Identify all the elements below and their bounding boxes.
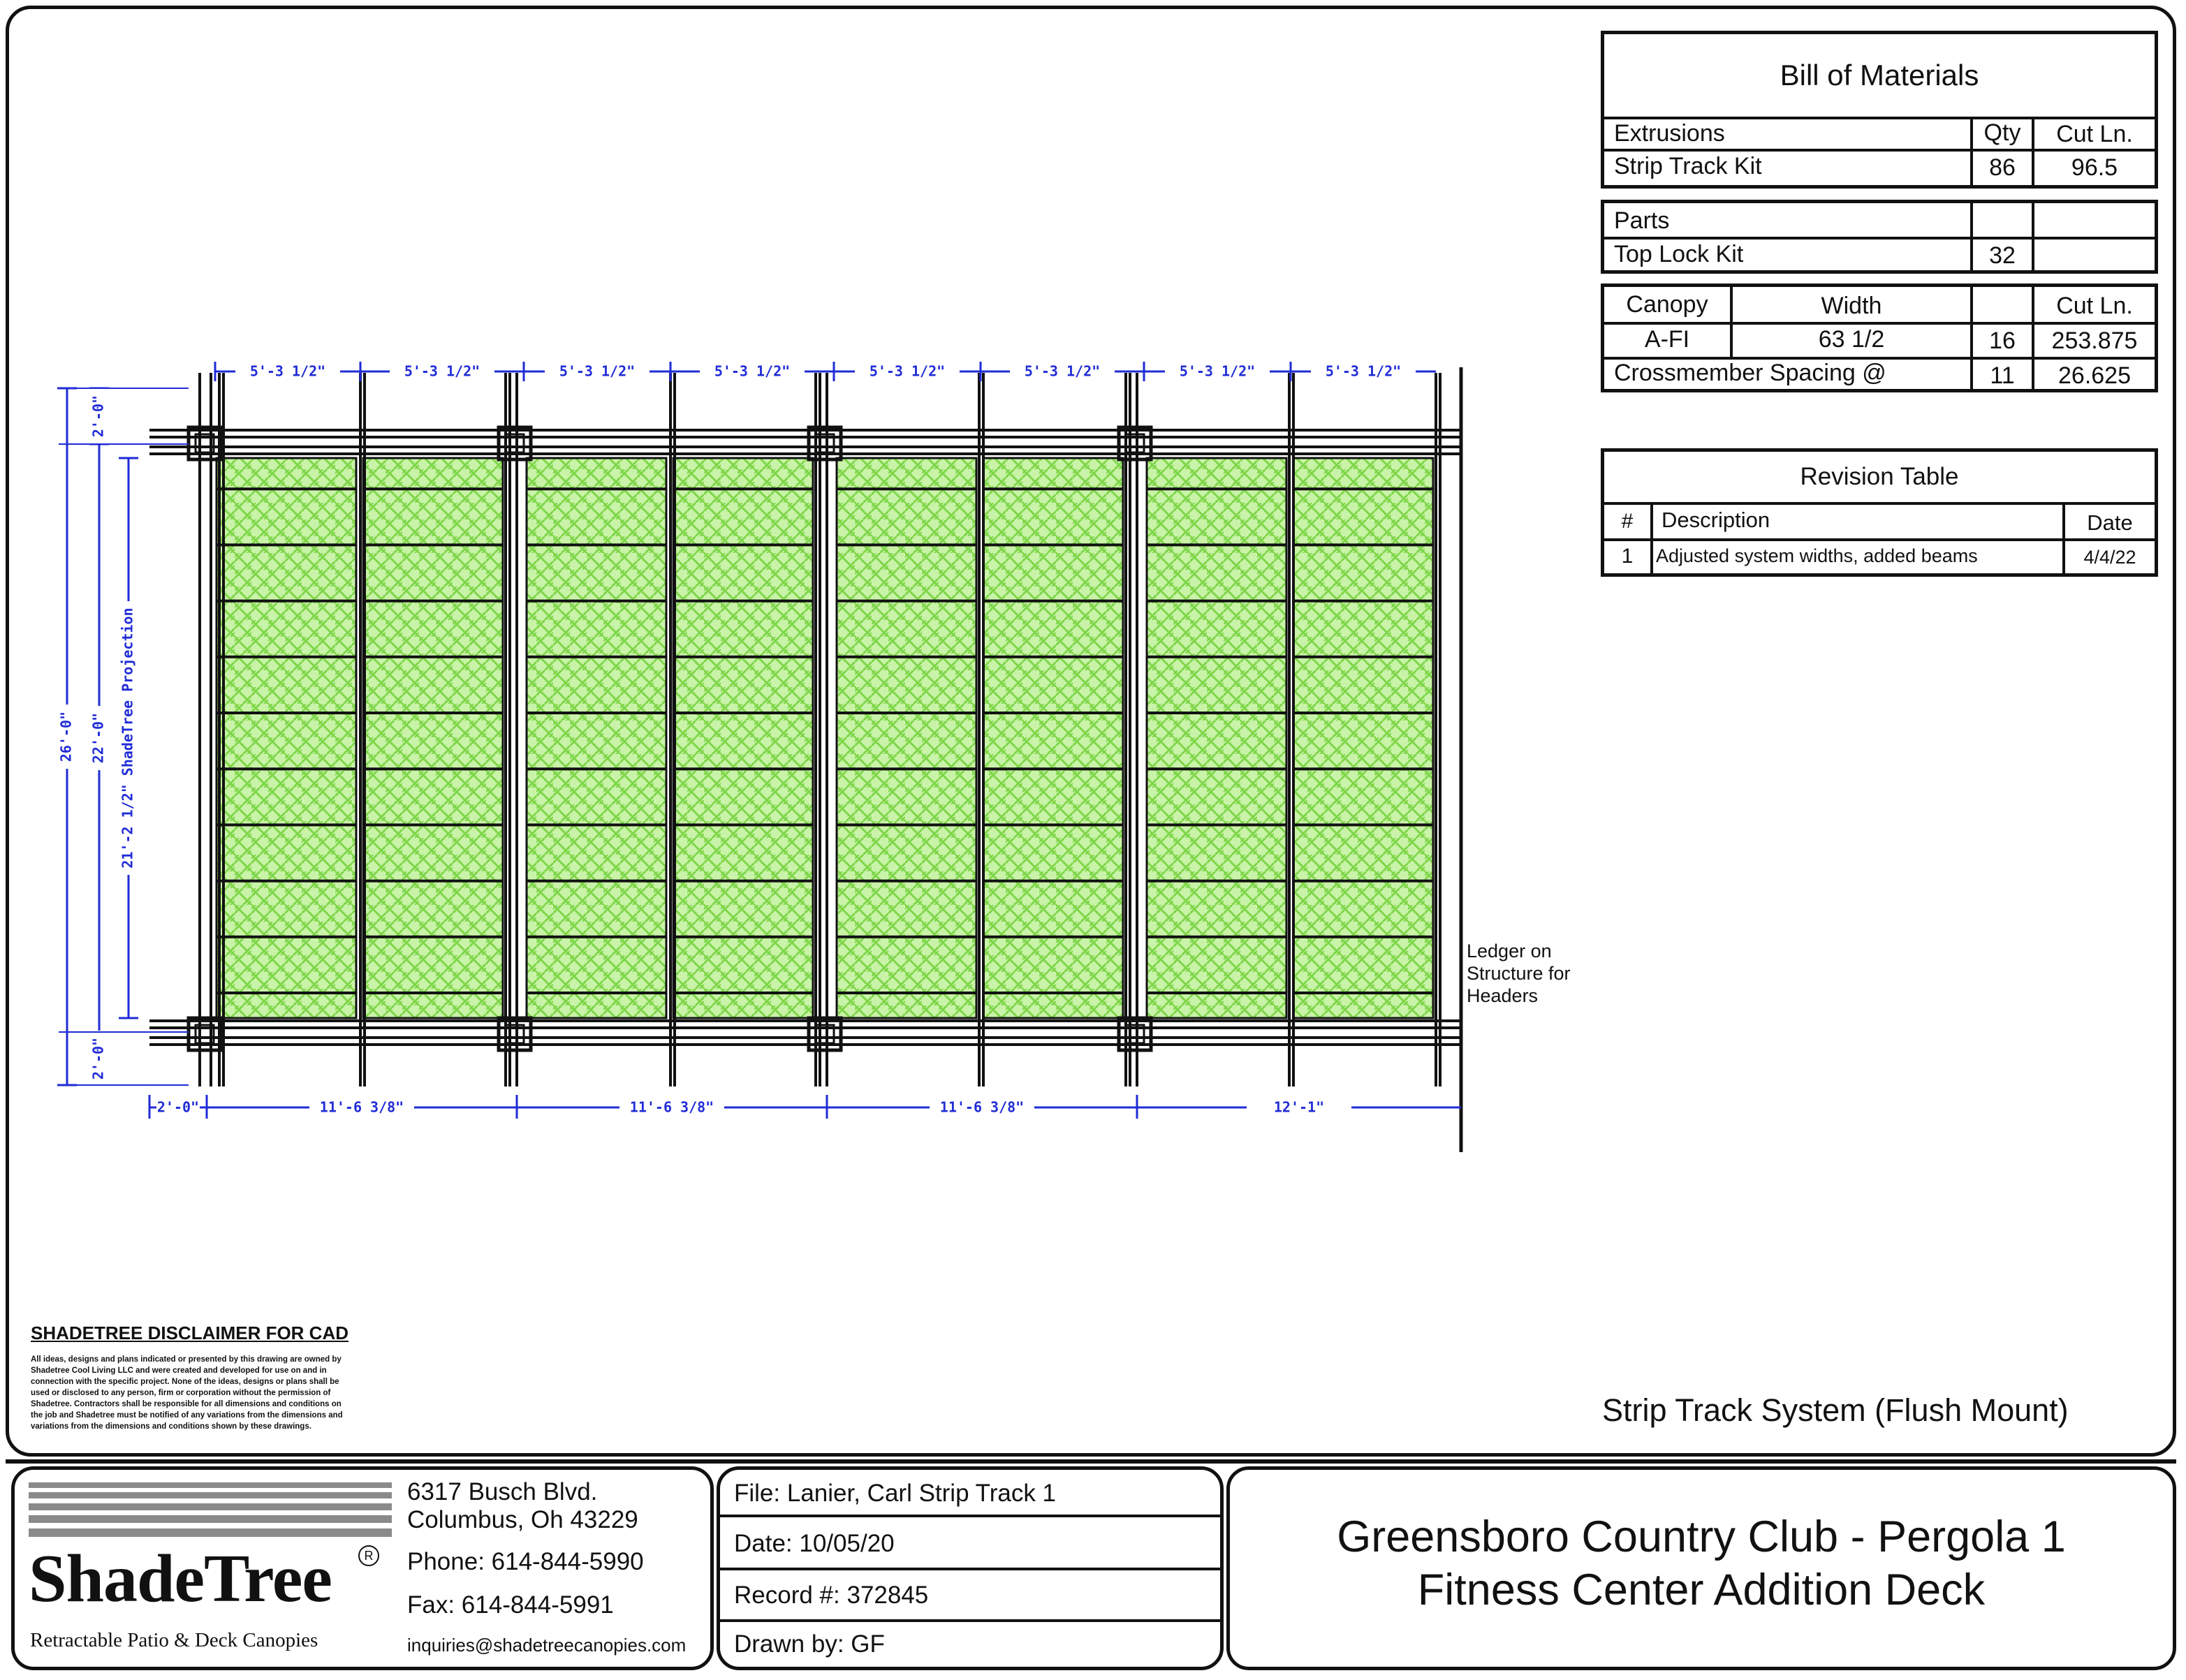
bom-qty: 86 <box>1989 154 2016 181</box>
file-row <box>734 1480 1056 1508</box>
revision-desc-header: Description <box>1661 508 1770 532</box>
top-dimension-label: 5'-3 1/2" <box>1024 362 1101 380</box>
crossmember-cut: 26.625 <box>2058 362 2131 389</box>
top-dimension-label: 5'-3 1/2" <box>1179 362 1256 380</box>
record-label: Record #: <box>734 1582 840 1609</box>
revision-desc: Adjusted system widths, added beams <box>1656 545 1978 566</box>
disclaimer-line: used or disclosed to any person, firm or corporation without the permission of <box>31 1389 331 1397</box>
disclaimer <box>31 1322 394 1432</box>
date-value: 10/05/20 <box>799 1530 895 1557</box>
disclaimer-line: Shadetree Cool Living LLC and were created and developed for use on and in <box>31 1366 327 1375</box>
canopy-bay <box>983 458 1123 1018</box>
bom-table-parts <box>1601 200 2158 274</box>
bom-qty: 32 <box>1989 242 2016 269</box>
canopy-header: Canopy <box>1626 290 1708 318</box>
project-subtitle: Fitness Center Addition Deck <box>1417 1565 1986 1614</box>
company-address-2: Columbus, Oh 43229 <box>407 1506 638 1533</box>
revision-num: 1 <box>1621 545 1634 568</box>
canopy-bay <box>527 458 666 1018</box>
registered-mark: R <box>358 1545 379 1566</box>
parts-header: Parts <box>1614 207 1670 234</box>
crossmember-qty: 11 <box>1990 362 2015 389</box>
disclaimer-line: connection with the specific project. None of the ideas, designs or plans shall be <box>31 1378 339 1386</box>
canopy-bay <box>673 458 813 1018</box>
crossmember-spacing-label: Crossmember Spacing @ <box>1614 359 1886 386</box>
width-header: Width <box>1821 292 1882 319</box>
canopy-bay <box>1293 458 1433 1018</box>
top-overhang-label: 2'-0" <box>89 395 107 438</box>
ledger-note-line: Structure for <box>1467 963 1571 984</box>
record-value: 372845 <box>846 1582 929 1609</box>
revision-table <box>1601 448 2158 577</box>
disclaimer-line: the job and Shadetree must be notified of any variations from the dimensions and <box>31 1411 343 1420</box>
extrusions-header: Extrusions <box>1614 119 1725 147</box>
file-info-box <box>717 1466 1224 1670</box>
top-dimension-label: 5'-3 1/2" <box>869 362 946 380</box>
company-email[interactable]: inquiries@shadetreecanopies.com <box>407 1635 687 1656</box>
top-dimension-label: 5'-3 1/2" <box>1325 362 1402 380</box>
bom-title: Bill of Materials <box>1780 59 1979 91</box>
overall-depth-label: 26'-0" <box>57 711 75 762</box>
canopy-model: A-FI <box>1644 325 1690 353</box>
disclaimer-line: variations from the dimensions and conditions shown by these drawings. <box>31 1422 311 1431</box>
record-row <box>734 1582 928 1609</box>
revision-date: 4/4/22 <box>2083 546 2136 568</box>
top-dimension-label: 5'-3 1/2" <box>249 362 326 380</box>
drawn-by-row <box>734 1630 885 1658</box>
ledger-note-line: Ledger on <box>1467 941 1552 961</box>
logo-stripes <box>29 1482 392 1537</box>
company-tagline: Retractable Patio & Deck Canopies <box>30 1629 318 1651</box>
date-label: Date: <box>734 1530 793 1557</box>
disclaimer-line: All ideas, designs and plans indicated or presented by this drawing are owned by <box>31 1355 342 1364</box>
disclaimer-line: Shadetree. Contractors shall be responsible for all dimensions and conditions on <box>31 1400 342 1408</box>
company-box <box>11 1466 714 1670</box>
bottom-dimension-label: 11'-6 3/8" <box>629 1098 714 1116</box>
top-dimension-label: 5'-3 1/2" <box>404 362 481 380</box>
bom-cut-length: 96.5 <box>2071 154 2118 181</box>
bom-qty: 16 <box>1989 327 2016 354</box>
canopy-bay <box>217 458 356 1018</box>
bottom-dimension-label: 11'-6 3/8" <box>939 1098 1025 1116</box>
revision-num-header: # <box>1621 510 1634 533</box>
disclaimer-body <box>31 1354 394 1432</box>
bottom-dimension-label: 11'-6 3/8" <box>319 1098 404 1116</box>
bom-cut-length: 253.875 <box>2051 327 2138 354</box>
project-title: Greensboro Country Club - Pergola 1 <box>1337 1512 2066 1561</box>
ledger-note-line: Headers <box>1467 985 1539 1006</box>
disclaimer-title: SHADETREE DISCLAIMER FOR CAD <box>31 1322 349 1343</box>
company-fax: Fax: 614-844-5991 <box>407 1591 614 1619</box>
canopy-bay <box>837 458 976 1018</box>
company-address-1: 6317 Busch Blvd. <box>407 1478 598 1505</box>
system-label: Strip Track System (Flush Mount) <box>1602 1392 2069 1428</box>
bottom-dimension-label: 2'-0" <box>156 1098 200 1116</box>
bom-item: Top Lock Kit <box>1614 240 1744 267</box>
bottom-dimension-label: 12'-1" <box>1273 1098 1325 1116</box>
drawn-by-value: GF <box>851 1630 885 1658</box>
file-label: File: <box>734 1480 781 1507</box>
canopy-width: 63 1/2 <box>1818 325 1885 353</box>
drawn-by-label: Drawn by: <box>734 1630 844 1658</box>
bom-table-extrusions <box>1601 31 2158 189</box>
date-row <box>734 1530 895 1558</box>
project-box <box>1226 1466 2176 1670</box>
file-value: Lanier, Carl Strip Track 1 <box>786 1480 1057 1507</box>
cut-length-header: Cut Ln. <box>2056 292 2133 319</box>
inner-depth-label: 22'-0" <box>89 712 107 764</box>
cut-length-header: Cut Ln. <box>2056 120 2133 147</box>
revision-table-title: Revision Table <box>1800 463 1959 490</box>
projection-label: 21'-2 1/2" ShadeTree Projection <box>119 607 136 869</box>
canopy-bay <box>1147 458 1286 1018</box>
revision-date-header: Date <box>2087 510 2133 535</box>
company-logo: ShadeTree <box>29 1541 332 1616</box>
canopy-fabric <box>217 458 1433 1018</box>
top-dimension-label: 5'-3 1/2" <box>714 362 791 380</box>
ledger-note <box>1467 940 1571 1007</box>
bom-item: Strip Track Kit <box>1614 152 1762 179</box>
title-block-divider <box>6 1459 2176 1464</box>
top-dimension-label: 5'-3 1/2" <box>559 362 636 380</box>
canopy-bay <box>363 458 503 1018</box>
bottom-overhang-label: 2'-0" <box>89 1037 107 1080</box>
qty-header: Qty <box>1983 119 2021 146</box>
bom-table-canopy <box>1601 283 2158 392</box>
company-phone: Phone: 614-844-5990 <box>407 1548 644 1575</box>
